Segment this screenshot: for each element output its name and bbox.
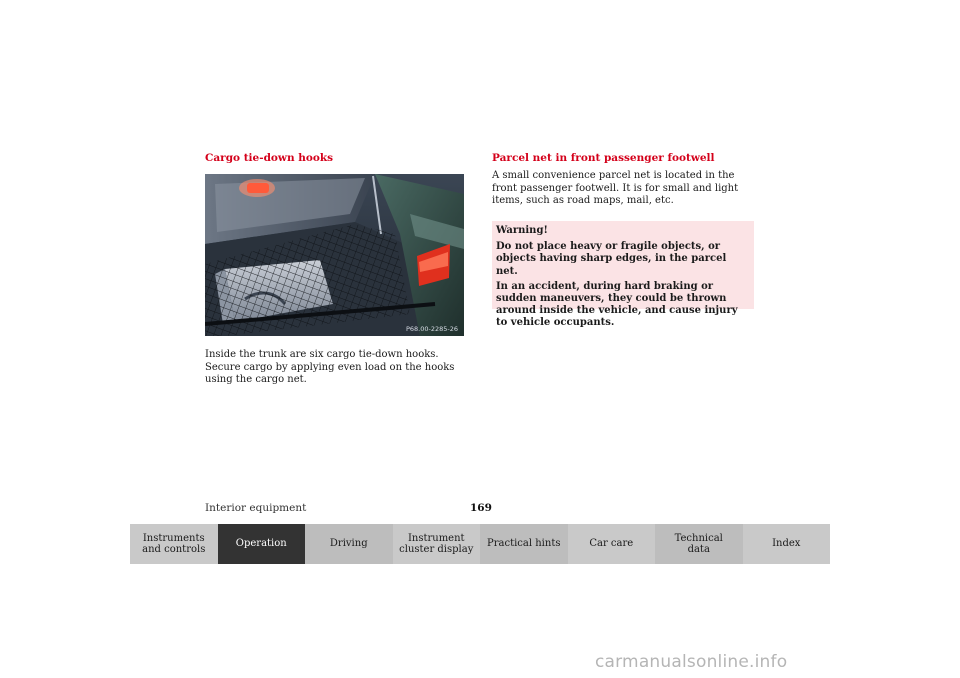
tab-label-line2: cluster display bbox=[399, 544, 474, 555]
tab-instrument-cluster-display[interactable] bbox=[393, 524, 481, 564]
tab-label-line1: Index bbox=[772, 538, 801, 550]
tab-practical-hints[interactable] bbox=[480, 524, 568, 564]
cargo-hooks-heading: Cargo tie-down hooks bbox=[205, 152, 334, 164]
tab-label-line1: Car care bbox=[589, 538, 634, 550]
chapter-nav bbox=[130, 524, 830, 564]
tab-label-line1: Practical hints bbox=[487, 538, 561, 550]
tab-label-line1: Instrument bbox=[407, 532, 465, 544]
tab-label-line1: Driving bbox=[329, 538, 368, 550]
warning-paragraph-1: Do not place heavy or fragile objects, or objects having sharp edges, in the parcel net. bbox=[496, 241, 727, 277]
cargo-hooks-text: Inside the trunk are six cargo tie-down hooks. Secure cargo by applying even load on the hooks using the cargo net. bbox=[205, 349, 455, 386]
warning-title: Warning! bbox=[496, 225, 548, 236]
page-number: 169 bbox=[470, 502, 492, 514]
tab-operation[interactable] bbox=[218, 524, 306, 564]
tab-label-line1: Technical bbox=[674, 532, 723, 544]
section-title: Interior equipment bbox=[205, 502, 307, 514]
trunk-cargo-net-photo bbox=[205, 174, 464, 336]
warning-box bbox=[492, 221, 754, 329]
tab-label-line2: and controls bbox=[142, 544, 206, 555]
tab-technical-data[interactable] bbox=[655, 524, 743, 564]
tab-label-line1: Instruments bbox=[142, 532, 205, 544]
parcel-net-heading: Parcel net in front passenger footwell bbox=[492, 152, 715, 164]
figure-code: P68.00-2285-26 bbox=[405, 325, 458, 333]
tab-instruments-and-controls[interactable] bbox=[130, 524, 218, 564]
tab-label-line1: Operation bbox=[235, 538, 287, 550]
trunk-illustration bbox=[205, 174, 464, 336]
watermark: carmanualsonline.info bbox=[595, 652, 788, 672]
parcel-net-text: A small convenience parcel net is located in the front passenger footwell. It is for small and light items, such as road maps, mail, etc. bbox=[492, 170, 739, 207]
tab-driving[interactable] bbox=[305, 524, 393, 564]
tab-car-care[interactable] bbox=[568, 524, 656, 564]
tab-label-line2: data bbox=[687, 544, 710, 555]
warning-paragraph-2: In an accident, during hard braking or sudden maneuvers, they could be thrown around inside the vehicle, and cause injury to vehicle occupants. bbox=[496, 280, 738, 329]
tab-index[interactable] bbox=[743, 524, 831, 564]
